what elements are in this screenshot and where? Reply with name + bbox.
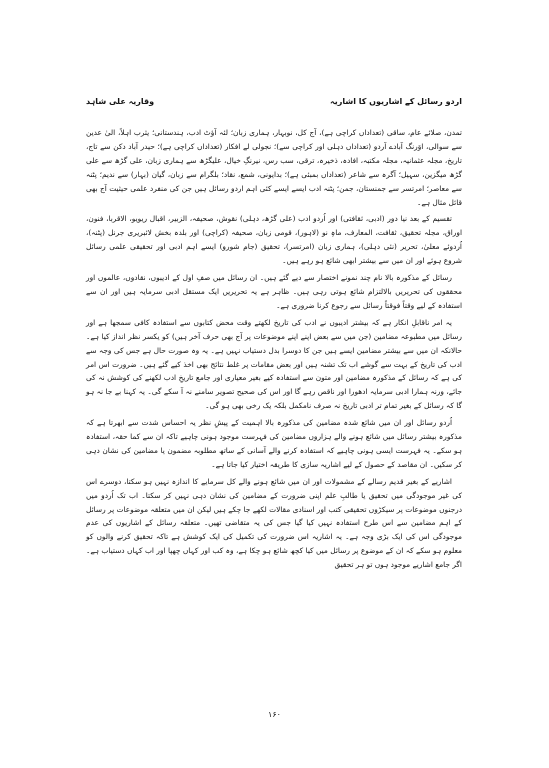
running-header (86, 95, 462, 109)
paragraph: رسائل کے مذکورہ بالا نام چند نمونے اختصار سے دیے گئے ہیں۔ ان رسائل میں صفِ اول کے ادیبوں، نقادوں، عالموں اور محققوں کی تحریریں بالالتزام شائع ہوتی رہی ہیں۔ ظاہر ہے یہ تحریریں ایک مستقل ادبی سرمایہ ہیں اور ان سے استفادہ کے لیے وقتاً فوقتاً رسائل سے رجوع کرنا ضروری ہے۔ (86, 273, 462, 310)
body-text (86, 126, 462, 572)
page-number: ۱۶۰ (268, 710, 281, 719)
paragraph: تمدن، صلائے عام، ساقی (تعداداں کراچی ہے)، آج کل، نوبہار، ہماری زبان؛ لئہ آؤٹ ادب، ہندستانی؛ یثرب اہلاً، الیٰ عدین سے سوالی، اوَرنگ آبادے آردو (تعداداں دہلی اور کراچی سے)؛ نجولی لے افکار (تعداداں کراچی ہے)؛ حیدر آباد دکن سے تاج، تاریخ، مجلہ عثمانیہ، مجلہ مکتبہ، افادہ، ذخیرہ، ترقی، سب رس، نیرنگِ خیال، علیگڑھ سے ہماری زبان، علی گڑھ سے علی گڑھ میگزین، سہیل؛ آگرہ سے شاعر (تعداداں بمبئی ہے)؛ بدایونی، شمع، نقاد؛ بلگرام سے زبان، گیان (بہار) سے ندیم؛ پٹنہ سے معاصر؛ امرتسر سے جمنستان، جمن؛ پٹنہ ادب ایسے ایسے کئی اہم اردو رسائل ہیں جن کی منفرد علمی حیثیت آج بھی قائل مثال ہے۔ (86, 128, 462, 207)
header-title: اردو رسائل کے اشاریوں کا اشاریہ (330, 97, 462, 106)
paragraph: تقسیم کے بعد نیا دور (ادبی، ثقافتی) اور اُردو ادب (علی گڑھ، دہلی) نقوش، صحیفہ، الزبیر، اقبال ریویو، الاقربا، فنون، اوراق، مجلہ تحقیق، ثقافت، المعارف، ماہِ نو (لاہور)، قومی زبان، صحیفہ (کراچی) اور بلدہ بخش لائبریری جرنل (پٹنہ)، اُردوئے معلیٰ، تحریر (نئی دہلی)، ہماری زبان (امرتسر)، تحقیق (جام شورو) ایسے اہم ادبی اور تحقیقی علمی رسائل شروع ہوئے اور ان میں سے بیشتر ابھی شائع ہو رہے ہیں۔ (86, 214, 462, 266)
paragraph: اشاریے کے بغیر قدیم رسالے کے مشمولات اور ان میں شائع ہونے والے کل سرمایے کا اندازہ نہیں ہو سکتا، دوسرے اس کی غیر موجودگی میں تحقیق یا طالبِ علم اپنی ضرورت کے مضامین کی نشان دہی نہیں کر سکتا۔ اب تک اُردو میں درجنوں موضوعات پر سیکڑوں تحقیقی کتب اور اسنادی مقالات لکھے جا چکے ہیں لیکن ان میں متعلقہ موضوعات پر رسائل کے اہم مضامین سے اس طرح استفادہ نہیں کیا گیا جس کی یہ متقاضی تھیں۔ متعلقہ رسائل کے اشاریوں کی عدم موجودگی اس کی ایک بڑی وجہ ہے۔ یہ اشاریہ اس ضرورت کی تکمیل کی ایک کوشش ہے تاکہ تحقیق کرنے والوں کو معلوم ہو سکے کہ ان کے موضوع پر رسائل میں کیا کچھ شائع ہو چکا ہے، وہ کب اور کہاں چھپا اور اب کہاں دستیاب ہے۔ اگر جامع اشاریے موجود ہوں تو ہر تحقیق (86, 476, 462, 570)
paragraph: اُردو رسائل اور ان میں شائع شدہ مضامین کی مذکورہ بالا اہمیت کے پیشِ نظر یہ احساس شدت سے ابھرتا ہے کہ مذکورہ بیشتر رسائل میں شائع ہونے والے ہزاروں مضامین کی فہرست موجود ہونی چاہیے تاکہ ان سے کما حقہ، استفادہ ہو سکے۔ یہ فہرست ایسی ہونی چاہیے کہ استفادہ کرنے والے آسانی کے ساتھ مطلوبہ مضمون یا مضامین کی نشان دہی کر سکیں۔ ان مقاصد کے حصول کے لیے اشاریہ سازی کا طریقہ اختیار کیا جاتا ہے۔ (86, 418, 462, 469)
paragraph: یہ امر ناقابلِ انکار ہے کہ بیشتر ادیبوں نے ادب کی تاریخ لکھتے وقت محض کتابوں سے استفادہ کافی سمجھا ہے اور رسائل میں مطبوعہ مضامین (جن میں سے بعض اپنے اپنے موضوعات پر آج بھی حرف آخر ہیں) کو یکسر نظر انداز کیا ہے۔ حالانکہ ان میں سے بیشتر مضامین ایسے ہیں جن کا دوسرا بدل دستیاب نہیں ہے۔ یہ وہ صورت حال ہے جس کی وجہ سے ادب کی تاریخ کے بہت سے گوشے اب تک تشنہ ہیں اور بعض مقامات پر غلط نتائج بھی اخذ کیے گئے ہیں۔ ضرورت اس امر کی ہے کہ رسائل کے مذکورہ مضامین اور متون سے استفادہ کیے بغیر معیاری اور جامع تاریخِ ادب لکھنے کی کوشش نہ کی جائے، ورنہ ہمارا ادبی سرمایہ ادھورا اور ناقص رہے گا اور اس کی صحیح تصویر سامنے نہ آ سکے گی۔ یہ کہنا بے جا نہ ہو گا کہ رسائل کے بغیر تمام تر ادبی تاریخ نہ صرف نامکمل بلکہ یک رخی بھی ہو گی۔ (86, 317, 462, 411)
header-author: وقاریہ علی شاہد (86, 97, 155, 106)
